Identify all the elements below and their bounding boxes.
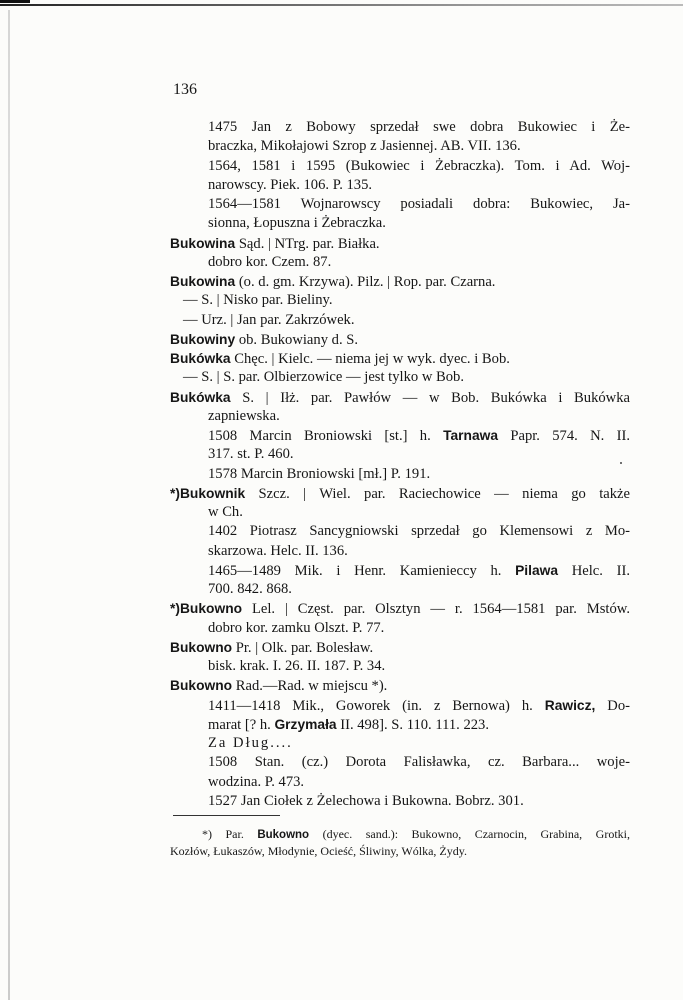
text-run: bisk. krak. I. 26. II. 187. P. 34. <box>208 658 386 674</box>
bold-term: Pilawa <box>515 562 559 578</box>
entry-headword: Bukówka <box>170 389 231 405</box>
text-run: 1402 Piotrasz Sancygniowski sprzedał go Klemensowi z Mo- <box>208 523 630 540</box>
text-run: Za Dług.... <box>208 735 293 751</box>
text-line <box>170 118 630 137</box>
text-run: 1411—1418 Mik., Goworek (in. z Bernowa) h. <box>208 697 545 714</box>
text-line <box>170 503 630 522</box>
text-line <box>170 234 630 253</box>
text-run: 1578 Marcin Broniowski [mł.] P. 191. <box>208 465 431 482</box>
text-run: Szcz. | Wiel. par. Raciechowice — niema go także <box>245 485 630 502</box>
text-run: 1465—1489 Mik. i Henr. Kamienieccy h. <box>208 562 516 579</box>
text-line <box>170 330 630 349</box>
scan-binding-edge <box>8 10 10 1000</box>
text-run: narowscy. Piek. 106. P. 135. <box>208 176 373 193</box>
text-run: braczka, Mikołajowi Szrop z Jasiennej. AB. VII. 136. <box>208 138 521 155</box>
text-run: (o. d. gm. Krzywa). Pilz. | Rop. par. Czarna. <box>235 274 496 290</box>
entry-headword: Bukowno <box>170 639 233 655</box>
scan-edge-mark <box>0 0 30 3</box>
text-line <box>170 696 630 715</box>
text-run: zapniewska. <box>208 407 280 424</box>
text-run: S. | Iłż. par. Pawłów — w Bob. Bukówka i Bukówka <box>230 389 630 406</box>
text-line <box>170 407 630 426</box>
text-run: II. 498]. S. 110. 111. 223. <box>336 716 489 733</box>
text-run: Do- <box>595 697 630 714</box>
text-line <box>170 676 630 695</box>
text-line <box>170 638 630 657</box>
text-run: (dyec. sand.): Bukowno, Czarnocin, Grabina, Grotki, <box>309 827 630 841</box>
text-line <box>170 753 630 772</box>
bold-term: Grzymała <box>274 716 337 732</box>
entry-headword: Bukowiny <box>170 331 236 347</box>
text-line <box>170 542 630 561</box>
text-line <box>170 561 630 580</box>
footnote-line <box>170 826 630 843</box>
text-line <box>170 522 630 541</box>
text-line <box>170 484 630 503</box>
text-run: Sąd. | NTrg. par. Białka. <box>235 235 380 252</box>
text-line <box>170 388 630 407</box>
text-run: Rad.—Rad. w miejscu *). <box>232 678 388 695</box>
text-line <box>170 176 630 195</box>
text-run: Lel. | Częst. par. Olsztyn — r. 1564—1581 par. Mstów. <box>242 601 630 618</box>
footnote-line <box>170 843 630 860</box>
text-line <box>170 619 630 638</box>
text-line <box>170 734 630 753</box>
text-line <box>170 291 630 310</box>
text-run: 1564—1581 Wojnarowscy posiadali dobra: Bukowiec, Ja- <box>208 196 630 212</box>
text-run: 1508 Marcin Broniowski [st.] h. <box>208 428 444 444</box>
text-run: dobro kor. zamku Olszt. P. 77. <box>208 619 385 636</box>
text-run: — S. | Nisko par. Bieliny. <box>183 292 333 309</box>
text-line <box>170 368 630 387</box>
text-run: *) Par. <box>202 827 258 841</box>
text-run: 1475 Jan z Bobowy sprzedał swe dobra Bukowiec i Że- <box>208 119 630 135</box>
text-run: Chęc. | Kielc. — niema jej w wyk. dyec. i Bob. <box>230 351 510 367</box>
page-number: 136 <box>173 81 197 98</box>
text-line <box>170 599 630 618</box>
scan-speck <box>620 462 622 464</box>
text-run: ob. Bukowiany d. S. <box>235 331 359 348</box>
text-run: dobro kor. Czem. 87. <box>208 253 332 270</box>
footnote-separator <box>173 815 280 816</box>
bold-term: Tarnawa <box>443 428 499 443</box>
text-line <box>170 792 630 811</box>
text-line <box>170 580 630 599</box>
text-line <box>170 445 630 464</box>
text-run: Papr. 574. N. II. <box>498 428 630 444</box>
text-line <box>170 214 630 233</box>
text-run: sionna, Łopuszna i Żebraczka. <box>208 215 386 232</box>
text-line <box>170 349 630 368</box>
entry-headword: *)Bukownik <box>170 485 246 501</box>
text-line <box>170 715 630 734</box>
scan-top-edge <box>0 4 683 6</box>
text-line <box>170 137 630 156</box>
text-line <box>170 157 630 176</box>
text-line <box>170 426 630 445</box>
text-line <box>170 311 630 330</box>
text-run: 1564, 1581 i 1595 (Bukowiec i Żebraczka). Tom. i Ad. Woj- <box>208 157 630 174</box>
text-run: Kozłów, Łukaszów, Młodynie, Ocieść, Śliwiny, Wólka, Żydy. <box>170 844 467 858</box>
text-run: — Urz. | Jan par. Zakrzówek. <box>183 311 355 328</box>
text-run: 700. 842. 868. <box>208 581 292 597</box>
text-run: Pr. | Olk. par. Bolesław. <box>232 639 374 656</box>
text-line <box>170 657 630 676</box>
entry-headword: *)Bukowno <box>170 601 243 617</box>
text-run: skarzowa. Helc. II. 136. <box>208 542 348 559</box>
bold-term: Bukowno <box>257 829 310 841</box>
entry-headword: Bukówka <box>170 351 231 366</box>
gazetteer-entries <box>170 118 630 811</box>
text-line <box>170 465 630 484</box>
text-line <box>170 195 630 214</box>
entry-headword: Bukowina <box>170 235 236 251</box>
bold-term: Rawicz, <box>544 697 596 713</box>
text-run: wodzina. P. 473. <box>208 773 305 790</box>
text-run: 1527 Jan Ciołek z Żelechowa i Bukowna. Bobrz. 301. <box>208 792 524 809</box>
entry-headword: Bukowno <box>170 678 233 694</box>
text-line <box>170 253 630 272</box>
text-run: 1508 Stan. (cz.) Dorota Falisławka, cz. Barbara... woje- <box>208 754 630 771</box>
text-line <box>170 272 630 291</box>
text-run: w Ch. <box>208 504 243 520</box>
text-line <box>170 773 630 792</box>
footnotes <box>170 826 630 860</box>
text-run: Helc. II. <box>558 562 630 579</box>
text-run: marat [? h. <box>208 716 275 733</box>
text-run: 317. st. P. 460. <box>208 446 294 463</box>
text-run: — S. | S. par. Olbierzowice — jest tylko w Bob. <box>183 369 464 386</box>
entry-headword: Bukowina <box>170 274 236 289</box>
